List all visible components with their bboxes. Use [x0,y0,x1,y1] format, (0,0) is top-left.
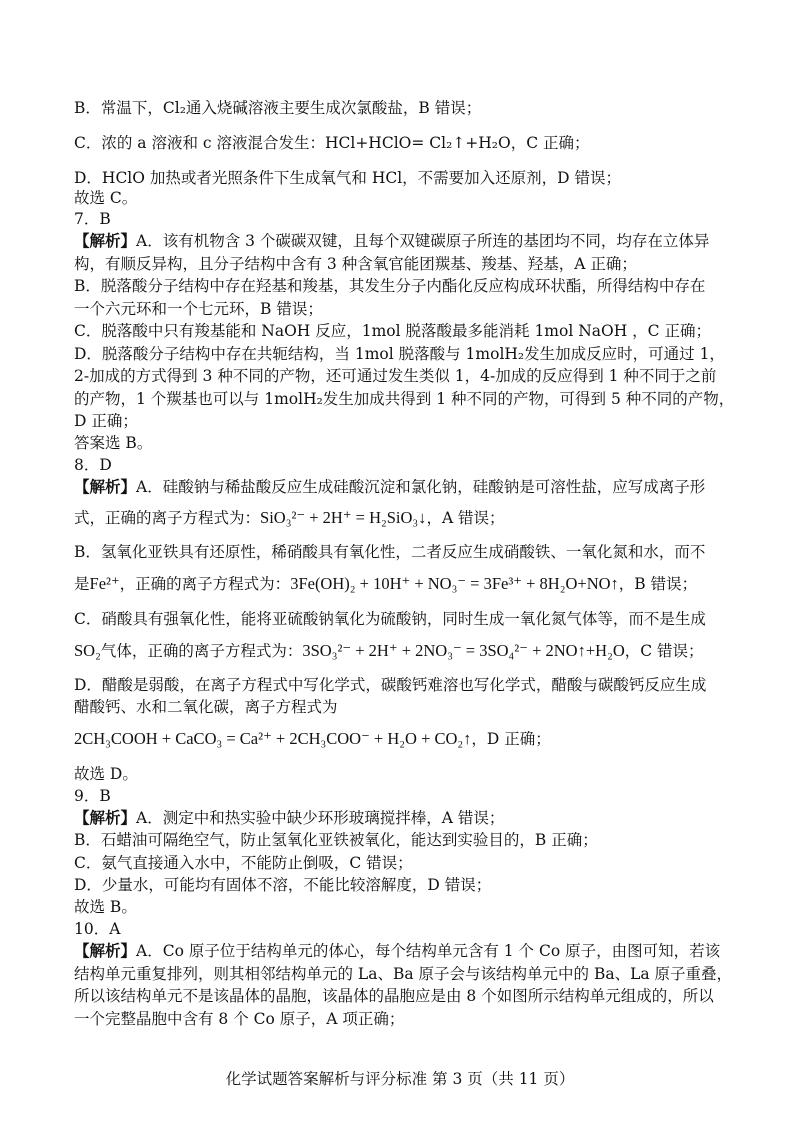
text-line [74,807,734,829]
analysis-tag: 【解析】 [74,477,137,496]
text-line: B．常温下，Cl₂通入烧碱溶液主要生成次氯酸盐，B 错误； [74,99,482,117]
answer-number: 10．A [74,920,121,938]
text-line: 2-加成的方式得到 3 种不同的产物，还可通过发生类似 1，4-加成的反应得到 1 种不同于之前 [74,367,717,385]
text-line [74,940,734,962]
text-line: D．少量水，可能均有固体不溶，不能比较溶解度，D 错误； [74,876,492,894]
text-line: C．浓的 a 溶液和 c 溶液混合发生：HCl+HClO= Cl₂↑+H₂O，C 正确； [74,134,590,152]
text-line: 故选 C。 [74,189,138,207]
text-line: 一个完整晶胞中含有 8 个 Co 原子，A 项正确； [74,1010,405,1028]
text-line [74,507,734,529]
text-line: 醋酸钙、水和二氧化碳，离子方程式为 [74,698,338,716]
text-span: A．该有机物含 3 个碳碳双键，且每个双键碳原子所连的基团均不同，均存在立体异 [136,232,710,250]
text-span: ，正确的离子方程式为： [119,575,291,593]
ionic-equation: SiO₃²⁻ + 2H⁺ = H₂SiO₃↓ [260,508,427,527]
text-line: 故选 B。 [74,898,137,916]
text-span: A．Co 原子位于结构单元的体心，每个结构单元含有 1 个 Co 原子，由图可知，若该 [136,942,721,960]
text-span: 气体，正确的离子方程式为： [100,642,303,660]
analysis-tag: 【解析】 [74,941,137,960]
text-span: ，C 错误； [624,642,704,660]
gas-formula: SO₂ [74,641,101,660]
text-span: ，B 错误； [618,575,698,593]
text-line: 答案选 B。 [74,434,153,452]
analysis-tag: 【解析】 [74,231,137,250]
text-line [74,640,734,662]
text-span: A．测定中和热实验中缺少环形玻璃搅拌棒，A 错误； [136,809,505,827]
answer-number: 7．B [74,210,111,228]
text-line [74,230,734,252]
text-line: 一个六元环和一个七元环，B 错误； [74,300,323,318]
text-line [74,476,734,498]
text-line: 结构单元重复排列，则其相邻结构单元的 La、Ba 原子会与该结构单元中的 Ba、La 原子重叠， [74,965,733,983]
text-span: 式，正确的离子方程式为： [74,509,261,527]
text-line: D．HClO 加热或者光照条件下生成氧气和 HCl，不需要加入还原剂，D 错误； [74,169,622,187]
answer-number: 8．D [74,456,112,474]
text-span: ，D 正确； [471,730,551,748]
answer-number: 9．B [74,787,111,805]
text-line: C．脱落酸中只有羧基能和 NaOH 反应，1mol 脱落酸最多能消耗 1mol NaOH ，C 正确； [74,322,711,340]
text-line: D 正确； [74,412,138,430]
page-footer: 化学试题答案解析与评分标准 第 3 页（共 11 页） [225,1070,575,1088]
text-line: 故选 D。 [74,765,138,783]
ionic-equation: 2CH₃COOH + CaCO₃ = Ca²⁺ + 2CH₃COO⁻ + H₂O + CO₂↑ [74,729,472,748]
text-line: B．石蜡油可隔绝空气，防止氢氧化亚铁被氧化，能达到实验目的，B 正确； [74,831,598,849]
text-line: 构，有顺反异构，且分子结构中含有 3 种含氧官能团羰基、羧基、羟基，A 正确； [74,255,637,273]
text-span: ，A 错误； [426,509,505,527]
ionic-equation: 3Fe(OH)₂ + 10H⁺ + NO₃⁻ = 3Fe³⁺ + 8H₂O+NO↑ [290,574,619,593]
ionic-equation: 3SO₃²⁻ + 2H⁺ + 2NO₃⁻ = 3SO₄²⁻ + 2NO↑+H₂O [302,641,625,660]
text-line: 所以该结构单元不是该晶体的晶胞，该晶体的晶胞应是由 8 个如图所示结构单元组成的，所以 [74,987,714,1005]
text-line: 的产物，1 个羰基也可以与 1molH₂发生加成共得到 1 种不同的产物，可得到 5 种不同的产物， [74,390,735,408]
text-line: C．氨气直接通入水中，不能防止倒吸，C 错误； [74,854,413,872]
text-line: B．氢氧化亚铁具有还原性，稀硝酸具有氧化性，二者反应生成硝酸铁、一氧化氮和水，而不 [74,543,706,561]
text-line: B．脱落酸分子结构中存在羟基和羧基，其发生分子内酯化反应构成环状酯，所得结构中存在 [74,277,706,295]
text-line: D．脱落酸分子结构中存在共轭结构，当 1mol 脱落酸与 1molH₂发生加成反应时，可通过 1， [74,345,725,363]
text-line: D．醋酸是弱酸，在离子方程式中写化学式，碳酸钙难溶也写化学式，醋酸与碳酸钙反应生成 [74,676,707,694]
analysis-tag: 【解析】 [74,808,137,827]
text-line [74,573,734,595]
text-span: 是 [74,575,90,593]
text-line: C．硝酸具有强氧化性，能将亚硫酸钠氧化为硫酸钠，同时生成一氧化氮气体等，而不是生成 [74,610,706,628]
text-line [74,728,734,750]
ion-formula: Fe²⁺ [89,574,120,593]
text-span: A．硅酸钠与稀盐酸反应生成硅酸沉淀和氯化钠，硅酸钠是可溶性盐，应写成离子形 [136,478,706,496]
